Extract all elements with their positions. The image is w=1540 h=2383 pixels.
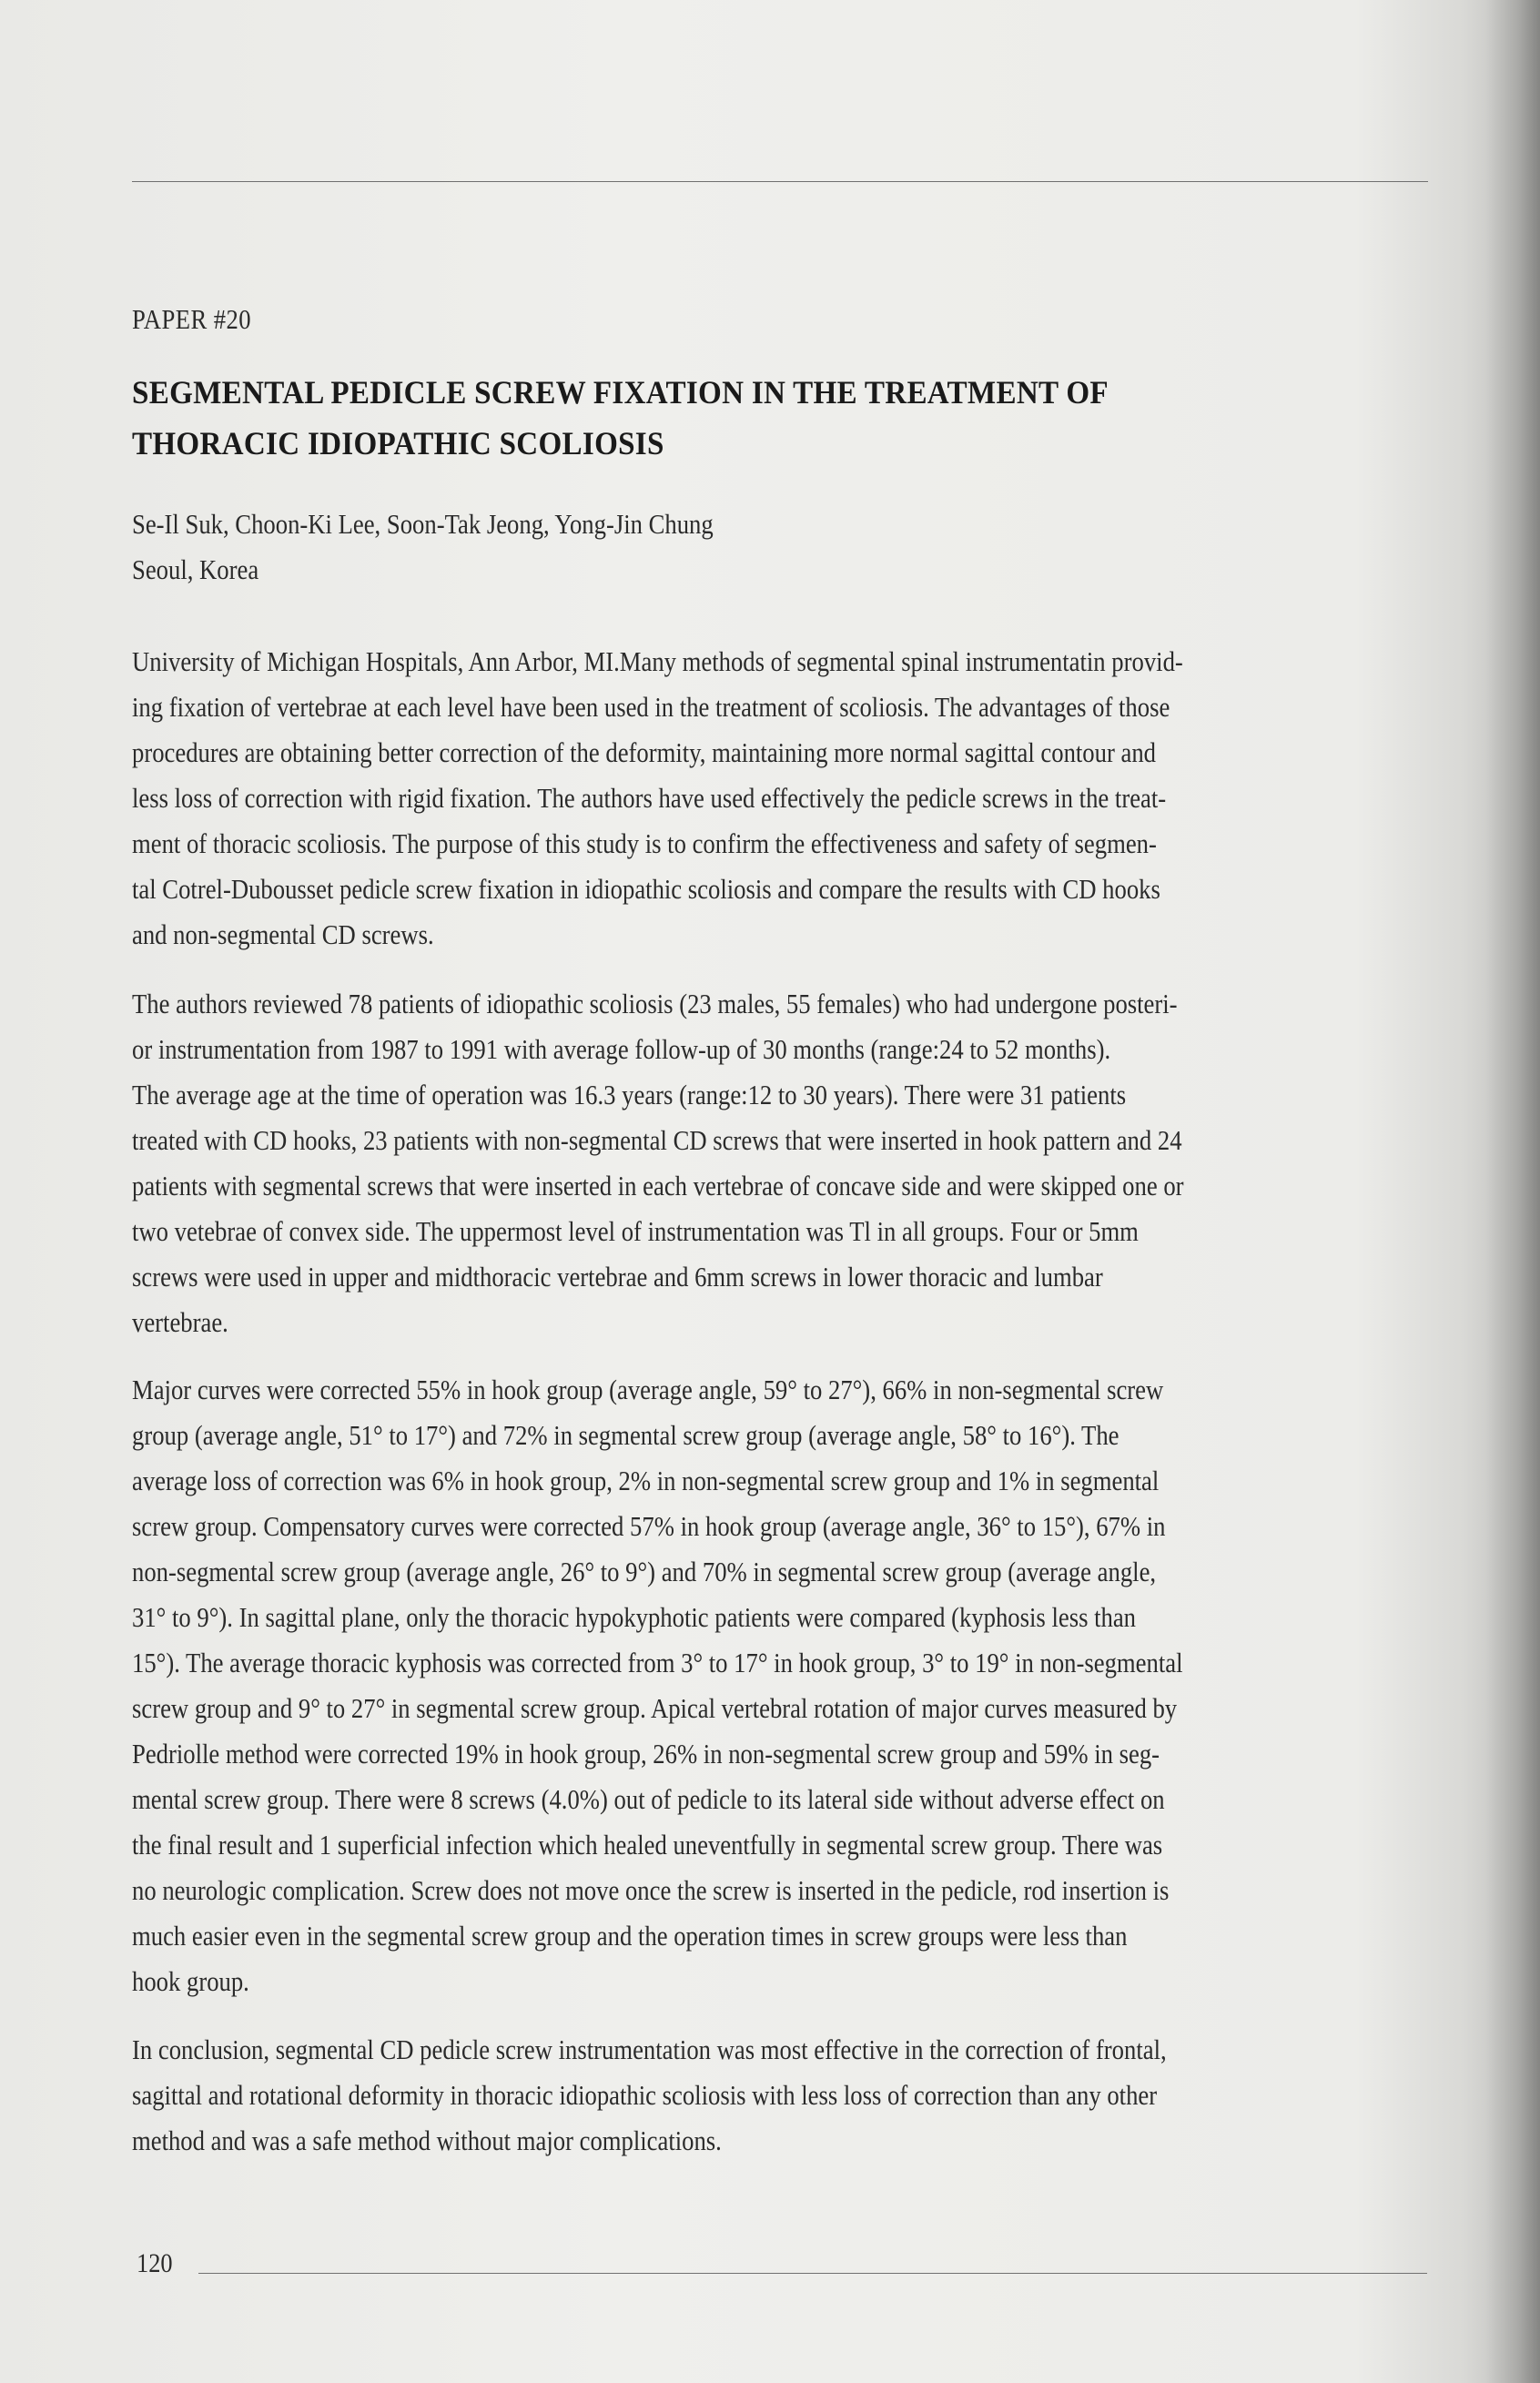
text-line: sagittal and rotational deformity in thoracic idiopathic scoliosis with less loss of correction than any other [132, 2079, 1158, 2111]
text-line: The average age at the time of operation was 16.3 years (range:12 to 30 years). There were 31 patients [132, 1079, 1127, 1110]
text-line: mental screw group. There were 8 screws (4.0%) out of pedicle to its lateral side without adverse effect on [132, 1783, 1165, 1815]
text-line: treated with CD hooks, 23 patients with non-segmental CD screws that were inserted in hook pattern and 24 [132, 1124, 1182, 1156]
footer-rule [198, 2273, 1427, 2274]
text-line: ing fixation of vertebrae at each level have been used in the treatment of scoliosis. The advantages of those [132, 691, 1170, 723]
text-line: average loss of correction was 6% in hook group, 2% in non-segmental screw group and 1% in segmental [132, 1465, 1160, 1496]
paragraph-conclusion [132, 2027, 1353, 2164]
text-line: less loss of correction with rigid fixation. The authors have used effectively the pedicle screws in the treat- [132, 782, 1167, 814]
paper-title [132, 367, 1137, 469]
header-rule [132, 181, 1428, 182]
text-line: patients with segmental screws that were inserted in each vertebrae of concave side and were skipped one or [132, 1170, 1184, 1202]
text-line: the final result and 1 superficial infection which healed uneventfully in segmental screw group. There was [132, 1829, 1163, 1861]
text-line: screws were used in upper and midthoracic vertebrae and 6mm screws in lower thoracic and lumbar [132, 1261, 1103, 1293]
text-line: two vetebrae of convex side. The uppermost level of instrumentation was Tl in all groups. Four or 5mm [132, 1215, 1139, 1247]
text-line: Major curves were corrected 55% in hook group (average angle, 59° to 27°), 66% in non-segmental screw [132, 1374, 1164, 1405]
text-line: Pedriolle method were corrected 19% in hook group, 26% in non-segmental screw group and 59% in seg- [132, 1738, 1160, 1770]
author-block [132, 502, 714, 593]
text-line: In conclusion, segmental CD pedicle screw instrumentation was most effective in the correction of frontal, [132, 2033, 1167, 2065]
title-line: THORACIC IDIOPATHIC SCOLIOSIS [132, 425, 664, 461]
text-line: procedures are obtaining better correction of the deformity, maintaining more normal sagittal contour and [132, 736, 1157, 768]
text-line: screw group. Compensatory curves were corrected 57% in hook group (average angle, 36° to 15°), 67% in [132, 1510, 1166, 1542]
paragraph-methods [132, 981, 1353, 1345]
text-line: method and was a safe method without major complications. [132, 2124, 722, 2156]
text-line: University of Michigan Hospitals, Ann Arbor, MI.Many methods of segmental spinal instrumentatin provid- [132, 645, 1183, 677]
author-location: Seoul, Korea [132, 553, 259, 585]
paragraph-introduction [132, 639, 1353, 958]
text-line: and non-segmental CD screws. [132, 918, 434, 950]
text-line: 15°). The average thoracic kyphosis was corrected from 3° to 17° in hook group, 3° to 19° in non-segmental [132, 1647, 1183, 1678]
text-line: The authors reviewed 78 patients of idiopathic scoliosis (23 males, 55 females) who had undergone posteri- [132, 988, 1178, 1019]
text-line: tal Cotrel-Dubousset pedicle screw fixation in idiopathic scoliosis and compare the results with CD hooks [132, 873, 1160, 905]
text-line: non-segmental screw group (average angle, 26° to 9°) and 70% in segmental screw group (average angle, [132, 1556, 1157, 1587]
title-line: SEGMENTAL PEDICLE SCREW FIXATION IN THE TREATMENT OF [132, 374, 1109, 411]
text-line: group (average angle, 51° to 17°) and 72% in segmental screw group (average angle, 58° to 16°). The [132, 1419, 1120, 1451]
text-line: screw group and 9° to 27° in segmental screw group. Apical vertebral rotation of major curves measured by [132, 1692, 1178, 1724]
text-line: much easier even in the segmental screw group and the operation times in screw groups were less than [132, 1920, 1128, 1952]
paragraph-results [132, 1367, 1353, 2004]
paper-label: PAPER #20 [132, 303, 252, 335]
text-line: 31° to 9°). In sagittal plane, only the thoracic hypokyphotic patients were compared (kyphosis less than [132, 1601, 1137, 1633]
text-line: hook group. [132, 1965, 249, 1997]
text-line: no neurologic complication. Screw does not move once the screw is inserted in the pedicle, rod insertion is [132, 1874, 1170, 1906]
page-number: 120 [137, 2248, 173, 2278]
text-line: vertebrae. [132, 1306, 228, 1338]
text-line: ment of thoracic scoliosis. The purpose of this study is to confirm the effectiveness and safety of segmen- [132, 827, 1157, 859]
author-names: Se-Il Suk, Choon-Ki Lee, Soon-Tak Jeong, Yong-Jin Chung [132, 508, 714, 540]
text-line: or instrumentation from 1987 to 1991 with average follow-up of 30 months (range:24 to 52 months). [132, 1033, 1111, 1065]
spine-shadow [1485, 0, 1540, 2383]
